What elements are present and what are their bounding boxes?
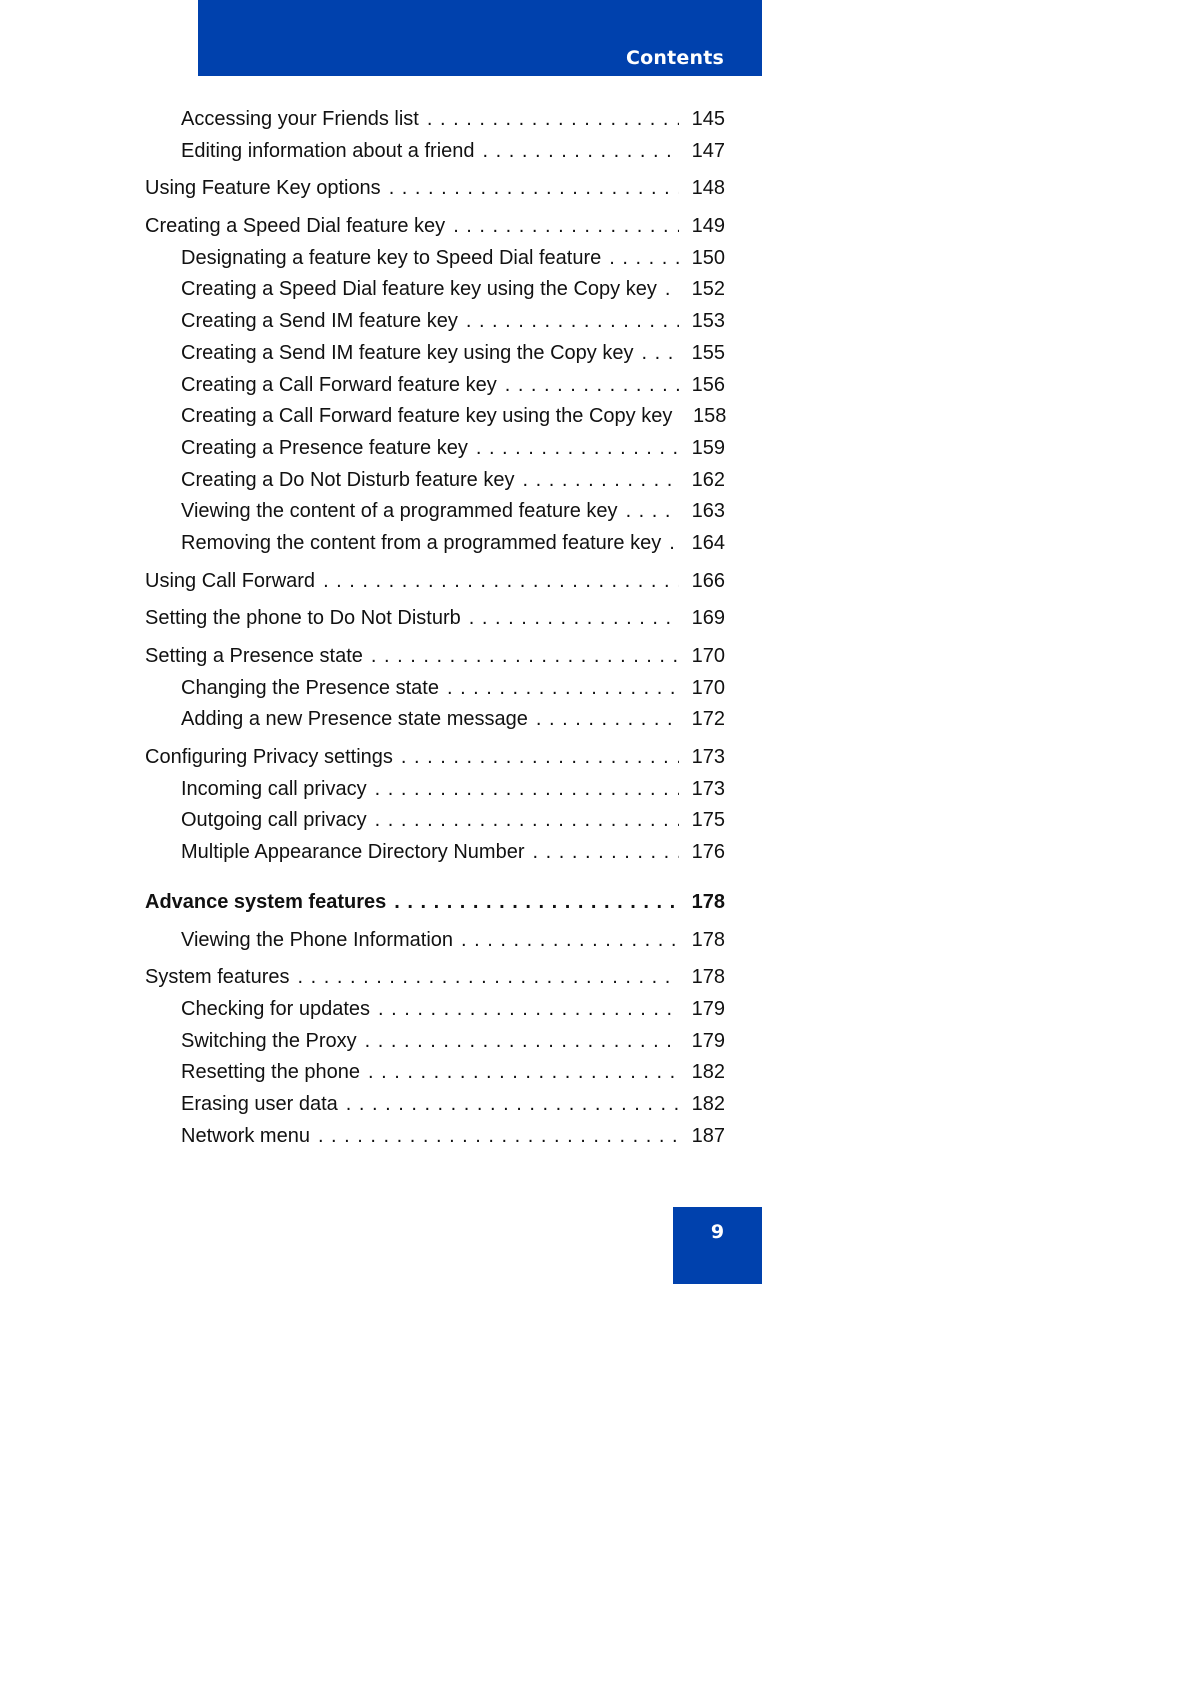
toc-dot-leader: [536, 704, 679, 736]
toc-entry-title: Viewing the Phone Information: [181, 928, 454, 951]
page-header-title: Contents: [625, 47, 724, 69]
page-number: 9: [710, 1221, 725, 1243]
toc-dot-leader: [323, 566, 679, 598]
toc-dot-leader: [298, 962, 679, 994]
toc-subsection-entry[interactable]: [145, 104, 725, 136]
toc-entry-title: Creating a Call Forward feature key using the Copy key: [181, 405, 673, 428]
toc-entry-page: 164: [691, 531, 725, 554]
toc-section-entry[interactable]: [145, 603, 725, 635]
toc-dot-leader: [389, 173, 679, 205]
toc-entry-page: 163: [691, 500, 725, 523]
toc-subsection-entry[interactable]: [145, 136, 725, 168]
toc-entry-title: Configuring Privacy settings: [145, 746, 393, 769]
toc-entry-title: Viewing the content of a programmed feature key: [181, 500, 618, 523]
toc-entry-page: 166: [691, 569, 725, 592]
toc-entry-page: 176: [691, 841, 725, 864]
toc-entry-title: Creating a Presence feature key: [181, 436, 468, 459]
toc-dot-leader: [523, 465, 680, 497]
toc-dot-leader: [346, 1089, 679, 1121]
toc-subsection-entry[interactable]: [145, 243, 725, 275]
toc-entry-page: 158: [692, 405, 727, 428]
toc-subsection-entry[interactable]: [145, 673, 725, 705]
toc-entry-title: Changing the Presence state: [181, 676, 439, 699]
toc-subsection-entry[interactable]: [145, 704, 725, 736]
toc-subsection-entry[interactable]: [145, 774, 725, 806]
toc-dot-leader: [641, 338, 679, 370]
toc-entry-page: 178: [691, 890, 725, 913]
toc-dot-leader: [665, 274, 679, 306]
toc-section-entry[interactable]: [145, 173, 725, 205]
toc-dot-leader: [466, 306, 679, 338]
toc-subsection-entry[interactable]: [145, 925, 725, 957]
toc-dot-leader: [469, 603, 679, 635]
toc-entry-title: Using Feature Key options: [145, 177, 381, 200]
toc-entry-page: 187: [691, 1124, 725, 1147]
toc-dot-leader: [626, 496, 679, 528]
toc-dot-leader: [378, 994, 679, 1026]
toc-entry-page: 179: [691, 1029, 725, 1052]
toc-dot-leader: [371, 641, 679, 673]
toc-entry-page: 147: [691, 139, 725, 162]
toc-dot-leader: [483, 136, 679, 168]
toc-entry-page: 162: [691, 468, 725, 491]
toc-subsection-entry[interactable]: [145, 994, 725, 1026]
toc-entry-title: Adding a new Presence state message: [181, 708, 528, 731]
toc-entry-title: Resetting the phone: [181, 1061, 361, 1084]
toc-entry-title: Multiple Appearance Directory Number: [181, 841, 525, 864]
toc-entry-title: Removing the content from a programmed feature key: [181, 531, 662, 554]
toc-entry-title: Outgoing call privacy: [181, 809, 367, 832]
toc-dot-leader: [375, 774, 679, 806]
toc-dot-leader: [401, 742, 679, 774]
toc-dot-leader: [368, 1057, 679, 1089]
toc-entry-title: Checking for updates: [181, 997, 371, 1020]
toc-entry-page: 145: [691, 108, 725, 130]
toc-dot-leader: [533, 837, 680, 869]
toc-subsection-entry[interactable]: [145, 837, 725, 869]
toc-entry-page: 182: [691, 1092, 725, 1115]
toc-entry-page: 153: [691, 310, 725, 333]
toc-entry-title: Editing information about a friend: [181, 139, 475, 162]
toc-subsection-entry[interactable]: [145, 528, 725, 560]
page-number-box: [673, 1207, 762, 1284]
table-of-contents: [145, 104, 725, 1152]
toc-dot-leader: [318, 1121, 679, 1153]
toc-entry-page: 159: [691, 436, 725, 459]
toc-entry-title: Creating a Do Not Disturb feature key: [181, 468, 515, 491]
toc-entry-title: Setting the phone to Do Not Disturb: [145, 607, 461, 630]
toc-entry-title: Setting a Presence state: [145, 645, 363, 667]
toc-entry-page: 170: [691, 645, 725, 667]
toc-entry-title: Switching the Proxy: [181, 1029, 357, 1052]
toc-dot-leader: [447, 673, 679, 705]
toc-entry-title: System features: [145, 966, 290, 989]
toc-entry-title: Incoming call privacy: [181, 777, 367, 800]
toc-subsection-entry[interactable]: [145, 433, 725, 465]
toc-entry-title: Accessing your Friends list: [181, 108, 419, 130]
toc-entry-page: 178: [691, 928, 725, 951]
toc-subsection-entry[interactable]: [145, 496, 725, 528]
toc-subsection-entry[interactable]: [145, 465, 725, 497]
toc-entry-page: 156: [691, 373, 725, 396]
toc-entry-page: 169: [691, 607, 725, 630]
toc-subsection-entry[interactable]: [145, 805, 725, 837]
toc-subsection-entry[interactable]: [145, 338, 725, 370]
toc-entry-title: Creating a Send IM feature key: [181, 310, 458, 333]
toc-entry-page: 175: [691, 809, 725, 832]
toc-subsection-entry[interactable]: [145, 306, 725, 338]
toc-entry-page: 150: [691, 246, 725, 269]
toc-dot-leader: [375, 805, 679, 837]
toc-entry-title: Advance system features: [145, 890, 387, 913]
toc-dot-leader: [476, 433, 679, 465]
toc-subsection-entry[interactable]: [145, 370, 725, 402]
toc-entry-page: 149: [691, 215, 725, 238]
toc-dot-leader: [609, 243, 679, 275]
toc-dot-leader: [669, 528, 679, 560]
toc-entry-page: 178: [691, 966, 725, 989]
toc-subsection-entry[interactable]: [145, 1057, 725, 1089]
toc-entry-page: 173: [691, 777, 725, 800]
toc-section-entry[interactable]: [145, 641, 725, 673]
toc-section-entry[interactable]: [145, 211, 725, 243]
toc-entry-title: Creating a Call Forward feature key: [181, 373, 497, 396]
toc-dot-leader: [365, 1026, 679, 1058]
toc-dot-leader: [394, 887, 679, 919]
header-bar: [198, 0, 762, 76]
toc-entry-title: Using Call Forward: [145, 569, 316, 592]
toc-subsection-entry[interactable]: [145, 1026, 725, 1058]
toc-entry-page: 148: [691, 177, 725, 200]
toc-entry-page: 152: [691, 278, 725, 301]
toc-entry-title: Creating a Send IM feature key using the Copy key: [181, 341, 634, 364]
toc-dot-leader: [461, 925, 679, 957]
toc-subsection-entry[interactable]: [145, 401, 725, 433]
toc-entry-page: 179: [691, 997, 725, 1020]
toc-section-entry[interactable]: [145, 742, 725, 774]
toc-dot-leader: [453, 211, 679, 243]
toc-entry-page: 155: [691, 341, 725, 364]
toc-section-entry[interactable]: [145, 566, 725, 598]
toc-subsection-entry[interactable]: [145, 274, 725, 306]
toc-entry-page: 182: [691, 1061, 725, 1084]
toc-entry-page: 172: [691, 708, 725, 731]
toc-entry-title: Designating a feature key to Speed Dial feature: [181, 246, 602, 269]
toc-subsection-entry[interactable]: [145, 1121, 725, 1153]
toc-entry-title: Network menu: [181, 1124, 310, 1147]
toc-section-entry[interactable]: [145, 962, 725, 994]
toc-subsection-entry[interactable]: [145, 1089, 725, 1121]
toc-chapter-entry[interactable]: [145, 887, 725, 919]
toc-entry-title: Creating a Speed Dial feature key using the Copy key: [181, 278, 657, 301]
toc-dot-leader: [427, 104, 679, 136]
toc-dot-leader: [505, 370, 679, 402]
toc-entry-page: 173: [691, 746, 725, 769]
toc-entry-page: 170: [691, 676, 725, 699]
toc-entry-title: Erasing user data: [181, 1092, 338, 1115]
toc-entry-title: Creating a Speed Dial feature key: [145, 215, 446, 238]
